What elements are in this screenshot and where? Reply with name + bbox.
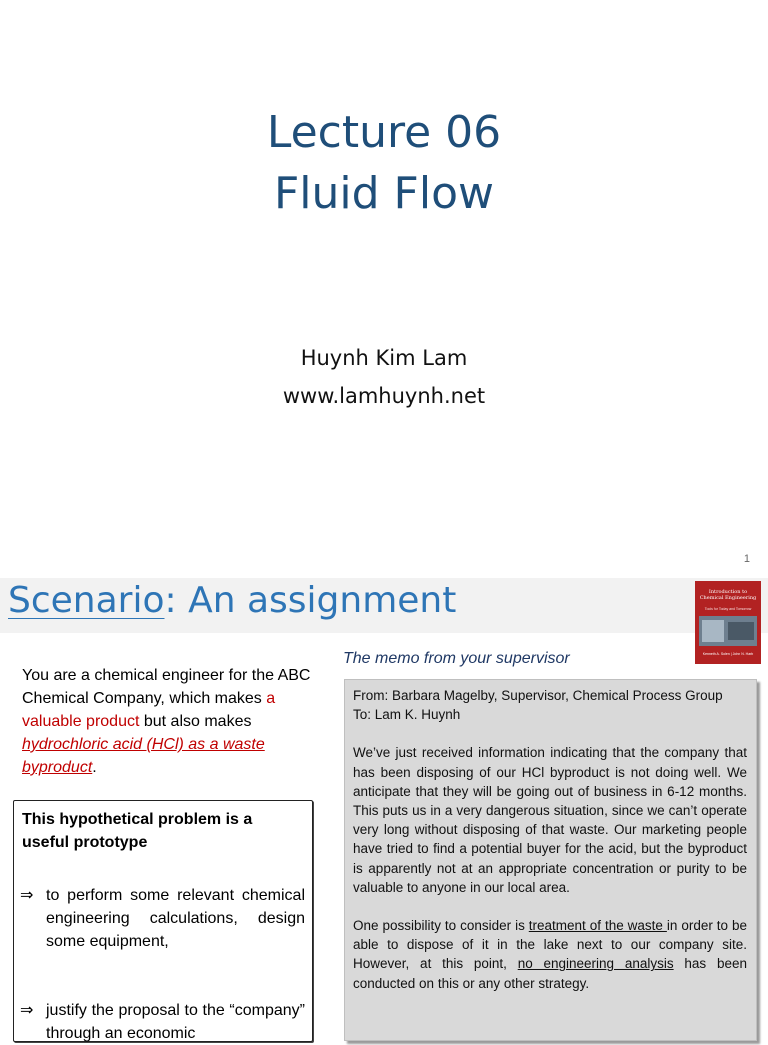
slide-title — [8, 580, 456, 621]
intro-text-1: You are a chemical engineer for the ABC Chemical Company, which makes — [22, 667, 311, 707]
waste-byproduct-highlight: hydrochloric acid (HCl) as a waste byproduct — [22, 736, 265, 776]
prototype-title: This hypothetical problem is a useful prototype — [22, 811, 253, 851]
double-arrow-icon: ⇒ — [20, 1002, 34, 1019]
author-name: Huynh Kim Lam — [300, 346, 468, 370]
memo-p2-text-c: has been conducted on this or any other strategy. — [353, 956, 747, 991]
book-authors: Kenneth A. Solen | John N. Harb — [702, 652, 754, 656]
memo-p2-text-b: in order to be able to dispose of it in the lake next to our company site. However, at this point, — [353, 918, 747, 972]
memo-heading: The memo from your supervisor — [343, 650, 570, 667]
book-cover-photo — [699, 616, 757, 646]
page-number: 1 — [743, 553, 750, 565]
scenario-intro — [22, 664, 312, 779]
memo-paragraph-2 — [353, 916, 747, 993]
intro-text-2: but also makes — [139, 713, 252, 730]
textbook-cover-image — [695, 581, 761, 664]
memo-body — [353, 686, 747, 993]
treatment-of-waste-underlined: treatment of the waste — [528, 918, 667, 934]
book-title: Introduction to Chemical Engineering — [699, 589, 757, 601]
double-arrow-icon: ⇒ — [20, 887, 34, 904]
memo-to: To: Lam K. Huynh — [353, 707, 461, 723]
slide-title-rest: : An assignment — [164, 580, 457, 621]
bullet-text: justify the proposal to the “company” through an economic — [46, 1002, 305, 1042]
prototype-bullet — [20, 884, 305, 953]
memo-paragraph-1: We’ve just received information indicating that the company that has been disposing of our HCl byproduct is not doing well. We anticipate that they will be going out of business in 6-12 months. This puts us in a very dangerous situation, since we can’t operate very long without disposing of that waste. Our marketing people have tried to find a potential buyer for the acid, but the byproduct is apparently not at an appropriate concentration or purity to be valuable to anyone in our local area. — [353, 745, 747, 895]
memo-p2-text-a: One possibility to consider is — [353, 918, 529, 934]
no-engineering-analysis-underlined: no engineering analysis — [517, 956, 674, 972]
scenario-slide — [0, 578, 768, 1042]
author-website: www.lamhuynh.net — [282, 384, 486, 408]
bullet-text: to perform some relevant chemical engineering calculations, design some equipment, — [46, 887, 305, 950]
valuable-product-highlight: a valuable product — [22, 690, 276, 730]
lecture-number-title: Lecture 06 — [266, 107, 502, 158]
slide-title-underlined: Scenario — [8, 580, 165, 621]
prototype-callout-box — [13, 800, 313, 1042]
intro-text-3: . — [92, 759, 97, 776]
lecture-topic-title: Fluid Flow — [274, 168, 494, 219]
prototype-bullet — [20, 999, 305, 1045]
book-subtitle: Tools for Today and Tomorrow — [704, 607, 752, 611]
supervisor-memo — [344, 679, 757, 1041]
memo-from: From: Barbara Magelby, Supervisor, Chemical Process Group — [353, 688, 723, 703]
